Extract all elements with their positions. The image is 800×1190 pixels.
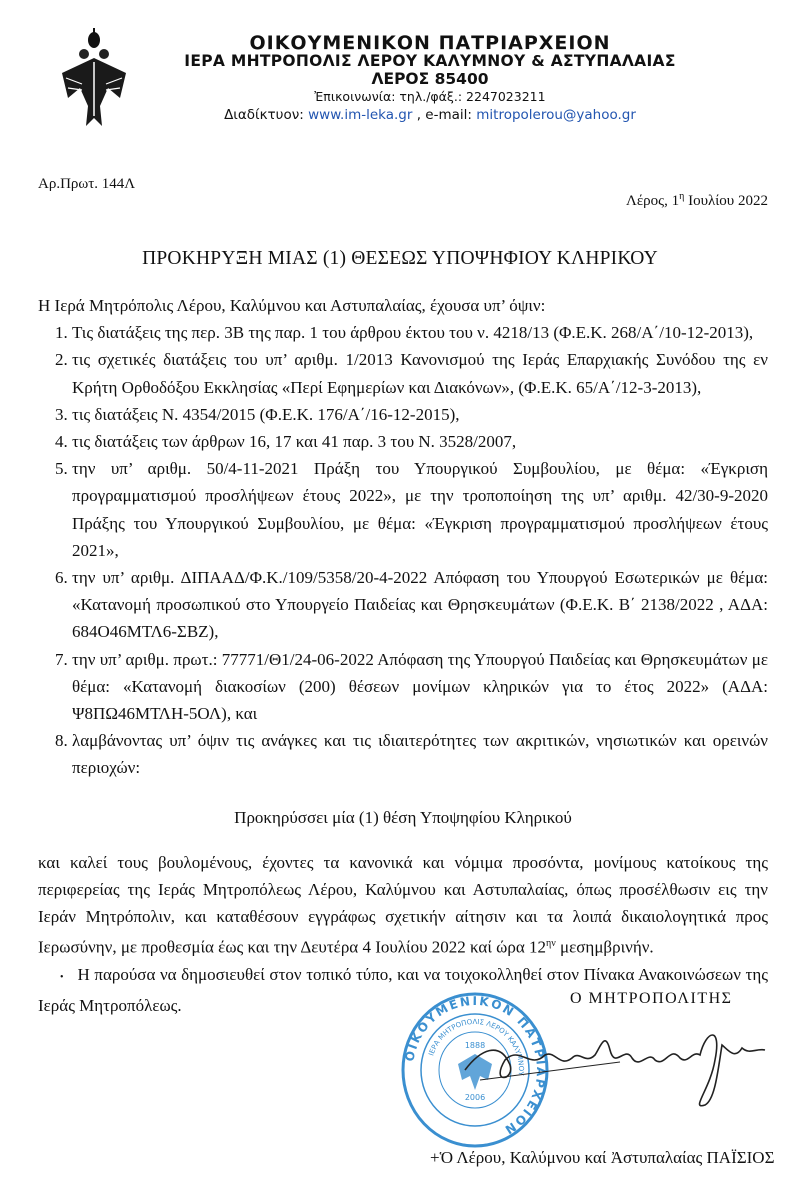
date-sup: η	[679, 191, 685, 202]
list-item: 6. την υπ’ αριθμ. ΔΙΠΑΑΔ/Φ.Κ./109/5358/20-4-2022 Απόφαση του Υπουργού Εσωτερικών με θέμα: «Κατανομή προσωπικού στο Υπουργείο Παιδείας και Θρησκευμάτων (Φ.Ε.Κ. Β΄ 2138/2022 , ΑΔΑ: 684Ο46ΜΤΛ6-ΣΒΖ),	[72, 564, 768, 646]
bullet-icon: •	[60, 972, 64, 984]
main-paragraph-text: και καλεί τους βουλομένους, έχοντες τα κανονικά και νόμιμα προσόντα, μονίμους κατοίκους της περιφερείας της Ιεράς Μητροπόλεως Λέρου, Καλύμνου και Αστυπαλαίας, όπως προσέλθωσιν εις την Ιεράν Μητρόπολιν, και καταθέσουν εγγράφως σχετικήν αίτησιν και τα λοιπά δικαιολογητικά προς Ιερωσύνην, με προθεσμία έως και την Δευτέρα 4 Ιουλίου 2022 καί ώρα 12	[38, 852, 768, 958]
letterhead-contact: Ἐπικοινωνία: τηλ./φάξ.: 2247023211	[314, 89, 546, 104]
considerations-list	[38, 319, 768, 781]
email-label: , e-mail:	[416, 107, 472, 123]
list-item: 4. τις διατάξεις των άρθρων 16, 17 και 41 παρ. 3 του Ν. 3528/2007,	[72, 428, 768, 455]
stamp-year-bottom: 2006	[464, 1093, 486, 1102]
web-label: Διαδίκτυον:	[224, 107, 304, 123]
intro: Η Ιερά Μητρόπολις Λέρου, Καλύμνου και Αστυπαλαίας, έχουσα υπ’ όψιν:	[38, 296, 546, 315]
signatory-name: +Ὁ Λέρου, Καλύμνου καί Ἀστυπαλαίας ΠΑΪΣΙΟΣ	[430, 1148, 775, 1167]
letterhead-address: ΛΕΡΟΣ 85400	[371, 70, 489, 88]
list-item: 7. την υπ’ αριθμ. πρωτ.: 77771/Θ1/24-06-2022 Απόφαση της Υπουργού Παιδείας και Θρησκευμάτων με θέμα: «Κατανομή διακοσίων (200) θέσεων μονίμων κληρικών για το έτος 2022» (ΑΔΑ: Ψ8ΠΩ46ΜΤΛΗ-5ΟΛ), και	[72, 646, 768, 728]
document-body	[38, 292, 768, 1019]
signature-title: Ο ΜΗΤΡΟΠΟΛΙΤΗΣ	[570, 990, 733, 1007]
publish-text: Η παρούσα να δημοσιευθεί στον τοπικό τύπο, και να τοιχοκολληθεί στον Πίνακα Ανακοινώσεων της Ιεράς Μητροπόλεως.	[38, 965, 768, 1015]
list-item: 1. Τις διατάξεις της περ. 3Β της παρ. 1 του άρθρου έκτου του ν. 4218/13 (Φ.Ε.Κ. 268/Α΄/10-12-2013),	[72, 319, 768, 346]
main-paragraph	[38, 849, 768, 961]
date-prefix: Λέρος, 1	[625, 193, 680, 209]
document-date	[626, 191, 768, 210]
list-item: 2. τις σχετικές διατάξεις του υπ’ αριθμ. 1/2013 Κανονισμού της Ιεράς Επαρχιακής Συνόδου της εν Κρήτη Ορθοδόξου Εκκλησίας «Περί Εφημερίων και Διακόνων», (Φ.Ε.Κ. 65/Α΄/12-3-2013),	[72, 346, 768, 400]
stamp-year-top: 1888	[464, 1041, 486, 1050]
letterhead-metropolis: ΙΕΡΑ ΜΗΤΡΟΠΟΛΙΣ ΛΕΡΟΥ ΚΑΛΥΜΝΟΥ & ΑΣΤΥΠΑΛΑΙΑΣ	[184, 52, 676, 70]
main-paragraph-end: μεσημβρινήν.	[555, 938, 654, 958]
list-item: 5. την υπ’ αριθμ. 50/4-11-2021 Πράξη του Υπουργικού Συμβουλίου, με θέμα: «Έγκριση προγραμματισμού προσλήψεων έτους 2022», με την τροποποίηση της υπ’ αριθμ. 42/30-9-2020 Πράξης του Υπουργικού Συμβουλίου, με θέμα: «Έγκριση προγραμματισμού προσλήψεων έτους 2021»,	[72, 455, 768, 564]
date-suffix: Ιουλίου 2022	[684, 193, 768, 209]
stamp-outer-text: ΟΙΚΟΥΜΕΝΙΚΟΝ ΠΑΤΡΙΑΡΧΕΙΟΝ	[402, 993, 549, 1138]
stamp-inner-text: ΙΕΡΑ ΜΗΤΡΟΠΟΛΙΣ ΛΕΡΟΥ ΚΑΛΥΜΝΟΥ	[427, 1017, 526, 1076]
list-item: 8. λαμβάνοντας υπ’ όψιν τις ανάγκες και τις ιδιαιτερότητες των ακριτικών, νησιωτικών και ορεινών περιοχών:	[72, 727, 768, 781]
proclamation: Προκηρύσσει μία (1) θέση Υποψηφίου Κληρικού	[234, 807, 572, 827]
double-headed-eagle-icon	[58, 28, 130, 128]
protocol-number: Αρ.Πρωτ. 144Λ	[38, 176, 136, 192]
list-item: 3. τις διατάξεις Ν. 4354/2015 (Φ.Ε.Κ. 176/Α΄/16-12-2015),	[72, 401, 768, 428]
letterhead-web	[150, 107, 710, 123]
letterhead-patriarchate: ΟΙΚΟΥΜΕΝΙΚΟΝ ΠΑΤΡΙΑΡΧΕΙΟΝ	[249, 32, 611, 54]
main-paragraph-sup: ην	[546, 938, 556, 950]
document-title: ΠΡΟΚΗΡΥΞΗ ΜΙΑΣ (1) ΘΕΣΕΩΣ ΥΠΟΨΗΦΙΟΥ ΚΛΗΡΙΚΟΥ	[142, 248, 658, 269]
email-link[interactable]: mitropolerou@yahoo.gr	[476, 107, 636, 123]
handwritten-signature	[460, 1010, 770, 1120]
website-link[interactable]: www.im-leka.gr	[308, 107, 413, 123]
